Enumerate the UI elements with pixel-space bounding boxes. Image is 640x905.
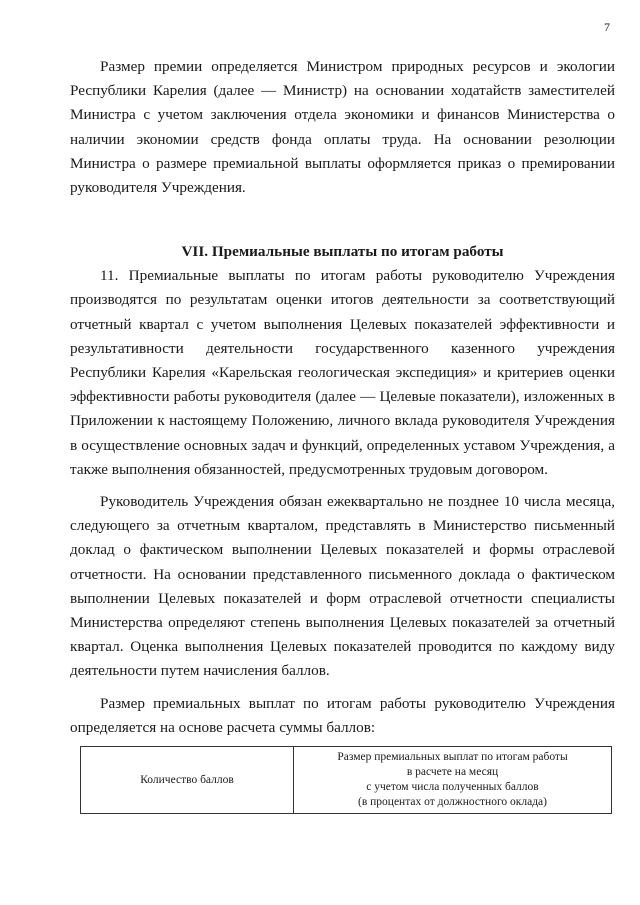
premium-size-paragraph: Размер премии определяется Министром природных ресурсов и экологии Республики Карелия (далее — Министр) на основании ходатайств заместителей Министра с учетом заключения отдела экономики и финансов Министерства о наличии экономии средств фонда оплаты труда. На основании резолюции Министра о размере премиальной выплаты оформляется приказ о премировании руководителя Учреждения. [70, 58, 615, 197]
section-paragraph-11: 11. Премиальные выплаты по итогам работы руководителю Учреждения производятся по результатам оценки итогов деятельности за соответствующий отчетный квартал с учетом выполнения Целевых показателей эффективности и результативности деятельности государственного казенного учреждения Республики Карелия «Карельская геологическая экспедиция» и критериев оценки эффективности работы руководителя (далее — Целевые показатели), изложенных в Приложении к настоящему Положению, личного вклада руководителя Учреждения в осуществление основных задач и функций, определенных уставом Учреждения, а также выполнения обязанностей, предусмотренных трудовым договором. [70, 267, 615, 478]
section-paragraph-scoring: Размер премиальных выплат по итогам работы руководителю Учреждения определяется на основе расчета суммы баллов: [70, 694, 615, 736]
document-body [70, 55, 615, 814]
section-heading: VII. Премиальные выплаты по итогам работы [181, 243, 504, 261]
section-paragraph-report: Руководитель Учреждения обязан ежеквартально не позднее 10 числа месяца, следующего за отчетным кварталом, представлять в Министерство письменный доклад о фактическом выполнении Целевых показателей и формы отраслевой отчетности. На основании представленного письменного доклада о фактическом выполнении Целевых показателей и форм отраслевой отчетности специалисты Министерства определяют степень выполнения Целевых показателей за отчетный квартал. Оценка выполнения Целевых показателей проводится по каждому виду деятельности путем начисления баллов. [70, 493, 615, 680]
table-header-premium-size [294, 747, 612, 814]
table-header-line: с учетом числа полученных баллов [366, 781, 539, 794]
score-table [80, 746, 612, 814]
table-header-line: Размер премиальных выплат по итогам работы [337, 751, 568, 764]
table-header-row [81, 747, 612, 814]
table-header-line: (в процентах от должностного оклада) [358, 796, 547, 809]
page-number: 7 [604, 20, 610, 34]
table-header-line: в расчете на месяц [406, 766, 499, 779]
table-header-score-count: Количество баллов [81, 747, 294, 814]
